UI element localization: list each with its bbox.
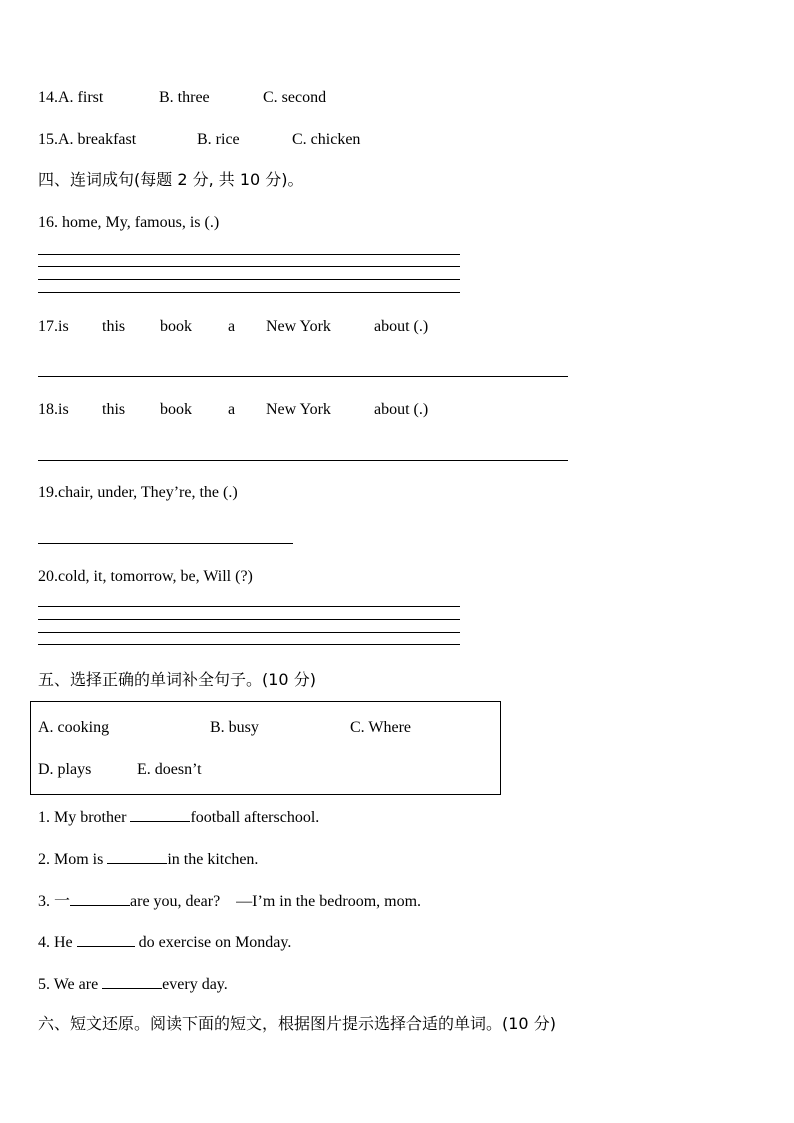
word-bank-option-d: D. plays bbox=[38, 761, 92, 778]
sentence-1-start: 1. My brother bbox=[38, 809, 131, 826]
sentence-1-end: football afterschool. bbox=[190, 809, 320, 826]
answer-line-18 bbox=[38, 460, 568, 461]
answer-line-16-2 bbox=[38, 266, 460, 267]
sentence-5-start: 5. We are bbox=[38, 976, 103, 993]
q17-word-1: is bbox=[58, 318, 69, 335]
sentence-3-end: are you, dear? —I’m in the bedroom, mom. bbox=[130, 893, 422, 910]
answer-line-20-3 bbox=[38, 632, 460, 633]
q17-word-3: book bbox=[160, 318, 192, 335]
sentence-2-end: in the kitchen. bbox=[167, 851, 259, 868]
sentence-3-start: 3. 一 bbox=[38, 893, 71, 910]
answer-line-19 bbox=[38, 543, 293, 544]
fill-sentence-1 bbox=[38, 807, 319, 828]
q18-word-6: about (.) bbox=[374, 401, 429, 418]
section-4-title: 四、连词成句(每题 2 分, 共 10 分)。 bbox=[38, 170, 304, 189]
q14-option-a: A. first bbox=[58, 89, 104, 106]
word-bank-box bbox=[30, 701, 501, 795]
q17-number: 17. bbox=[38, 318, 58, 335]
question-16: 16. home, My, famous, is (.) bbox=[38, 214, 220, 231]
q17-word-4: a bbox=[228, 318, 236, 335]
answer-line-20-1 bbox=[38, 606, 460, 607]
answer-line-16-4 bbox=[38, 292, 460, 293]
q14-option-c: C. second bbox=[263, 89, 327, 106]
blank-2 bbox=[107, 849, 167, 864]
answer-line-20-2 bbox=[38, 619, 460, 620]
answer-line-17 bbox=[38, 376, 568, 377]
question-18 bbox=[38, 400, 69, 420]
q18-word-2: this bbox=[102, 401, 126, 418]
word-bank-option-b: B. busy bbox=[210, 719, 259, 736]
sentence-2-start: 2. Mom is bbox=[38, 851, 108, 868]
q15-option-b: B. rice bbox=[197, 131, 240, 148]
fill-sentence-4 bbox=[38, 932, 291, 953]
question-15 bbox=[38, 130, 136, 150]
q15-option-c: C. chicken bbox=[292, 131, 361, 148]
question-17 bbox=[38, 317, 69, 337]
q17-word-2: this bbox=[102, 318, 126, 335]
sentence-4-end: do exercise on Monday. bbox=[134, 934, 292, 951]
answer-line-16-1 bbox=[38, 254, 460, 255]
blank-3 bbox=[70, 891, 130, 906]
word-bank-option-a: A. cooking bbox=[38, 719, 110, 736]
q14-number: 14. bbox=[38, 89, 58, 106]
q15-option-a: A. breakfast bbox=[58, 131, 137, 148]
q18-number: 18. bbox=[38, 401, 58, 418]
q18-word-5: New York bbox=[266, 401, 331, 418]
q15-number: 15. bbox=[38, 131, 58, 148]
answer-line-20-4 bbox=[38, 644, 460, 645]
answer-line-16-3 bbox=[38, 279, 460, 280]
q14-option-b: B. three bbox=[159, 89, 210, 106]
word-bank-option-e: E. doesn’t bbox=[137, 761, 202, 778]
q18-word-4: a bbox=[228, 401, 236, 418]
q18-word-3: book bbox=[160, 401, 192, 418]
blank-4 bbox=[77, 932, 135, 947]
question-14 bbox=[38, 88, 103, 108]
q17-word-6: about (.) bbox=[374, 318, 429, 335]
blank-5 bbox=[102, 974, 162, 989]
word-bank-option-c: C. Where bbox=[350, 719, 412, 736]
fill-sentence-2 bbox=[38, 849, 258, 870]
question-19: 19.chair, under, They’re, the (.) bbox=[38, 484, 238, 501]
q18-word-1: is bbox=[58, 401, 69, 418]
blank-1 bbox=[130, 807, 190, 822]
fill-sentence-3 bbox=[38, 891, 421, 912]
fill-sentence-5 bbox=[38, 974, 228, 995]
section-6-title: 六、短文还原。阅读下面的短文，根据图片提示选择合适的单词。(10 分) bbox=[38, 1014, 556, 1033]
q17-word-5: New York bbox=[266, 318, 331, 335]
section-5-title: 五、选择正确的单词补全句子。(10 分) bbox=[38, 670, 316, 689]
sentence-5-end: every day. bbox=[162, 976, 228, 993]
sentence-4-start: 4. He bbox=[38, 934, 77, 951]
question-20: 20.cold, it, tomorrow, be, Will (?) bbox=[38, 568, 253, 585]
